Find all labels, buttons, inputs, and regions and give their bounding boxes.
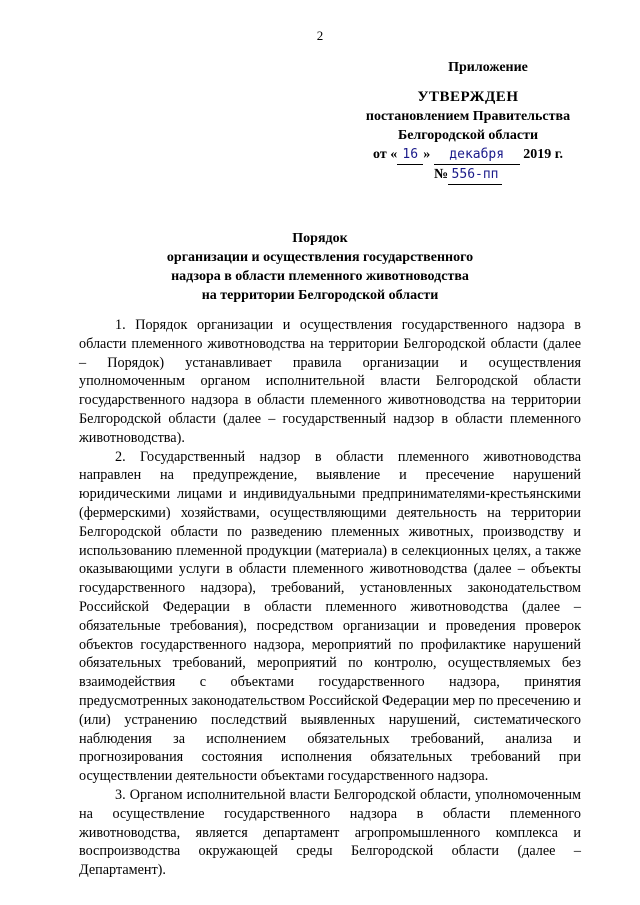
title-line-4: на территории Белгородской области — [201, 288, 439, 303]
document-title — [60, 229, 580, 305]
approval-number — [318, 165, 618, 185]
document-body — [79, 316, 581, 880]
approval-block — [318, 58, 618, 185]
appendix-label: Приложение — [448, 60, 528, 75]
title-line-1: Порядок — [292, 231, 348, 246]
date-year: 2019 г. — [523, 147, 563, 162]
approval-line-2: Белгородской области — [397, 128, 539, 143]
date-prefix: от « — [373, 147, 398, 162]
approval-date — [318, 145, 618, 165]
date-month: декабря — [434, 145, 520, 165]
approval-line-1: постановлением Правительства — [365, 109, 571, 124]
paragraph-2: 2. Государственный надзор в области племенного животноводства направлен на предупреждение, выявление и пресечение нарушений юридическими лицами и индивидуальными предпринимателями-крестьянскими (фермерскими) хозяйствами, осуществляющими деятельность на территории Белгородской области по разведению племенных животных, производству и использованию племенной продукции (материала) в селекционных целях, а также оказывающими услуги в области племенного животноводства (далее – объекты государственного надзора), требований, установленных законодательством Российской Федерации в области племенного животноводства (далее – обязательные требования), посредством организации и проведения проверок объектов государственного надзора, мероприятий по профилактике нарушений обязательных требований, мероприятий по контролю, осуществляемых без взаимодействия с объектами государственного надзора, принятия предусмотренных законодательством Российской Федерации мер по пресечению и (или) устранению последствий выявленных нарушений, систематического наблюдения за исполнением обязательных требований, анализа и прогнозирования состояния исполнения обязательных требований при осуществлении деятельности объектами государственного надзора. — [79, 448, 581, 785]
paragraph-3: 3. Органом исполнительной власти Белгородской области, уполномоченным на осуществление государственного надзора в области племенного животноводства, является департамент агропромышленного комплекса и воспроизводства окружающей среды Белгородской области (далее – Департамент). — [79, 786, 581, 879]
date-mid: » — [423, 147, 431, 162]
title-line-3: надзора в области племенного животноводства — [171, 269, 469, 284]
paragraph-1: 1. Порядок организации и осуществления государственного надзора в области племенного животноводства на территории Белгородской области (далее – Порядок) устанавливает правила организации и осуществления уполномоченным органом исполнительной власти Белгородской области государственного надзора в области племенного животноводства на территории Белгородской области (далее – государственный надзор в области племенного животноводства). — [79, 317, 581, 446]
number-prefix: № — [433, 167, 449, 182]
number-value: 556-пп — [448, 165, 502, 185]
date-day: 16 — [397, 145, 423, 165]
page-number: 2 — [316, 28, 324, 43]
title-line-2: организации и осуществления государственного — [166, 250, 474, 265]
approved-heading: УТВЕРЖДЕН — [417, 89, 519, 105]
